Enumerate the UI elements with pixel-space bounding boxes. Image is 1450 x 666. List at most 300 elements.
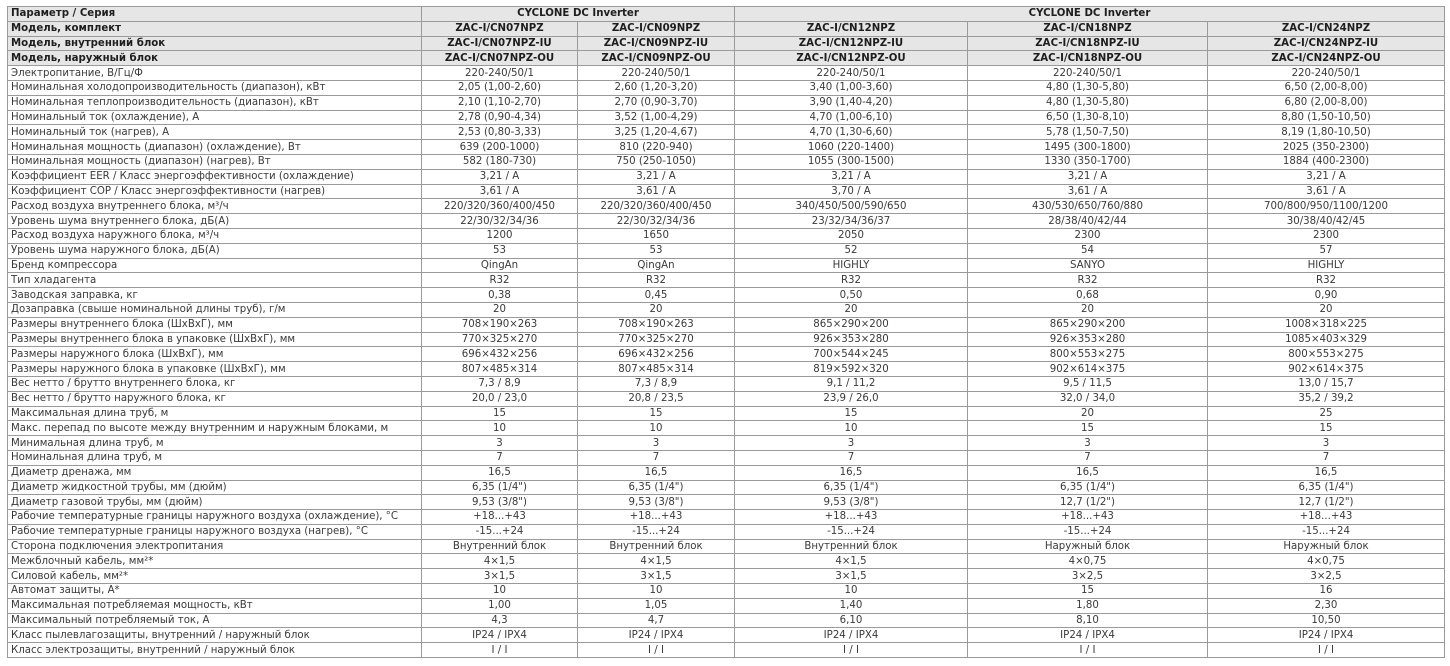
table-row (8, 302, 1445, 317)
param-value: 700×544×245 (735, 347, 968, 362)
param-value: I / I (968, 643, 1208, 658)
param-value: -15...+24 (422, 524, 578, 539)
param-value: 3×2,5 (1208, 569, 1445, 584)
param-value: 22/30/32/34/36 (578, 214, 735, 229)
table-row (8, 66, 1445, 81)
param-value: 3,61 / A (1208, 184, 1445, 199)
param-value: 0,38 (422, 288, 578, 303)
param-name: Диаметр жидкостной трубы, мм (дюйм) (8, 480, 422, 495)
param-value: 52 (735, 243, 968, 258)
param-value: 15 (578, 406, 735, 421)
param-value: Наружный блок (1208, 539, 1445, 554)
param-value: 1884 (400-2300) (1208, 154, 1445, 169)
param-value: 16,5 (1208, 465, 1445, 480)
param-value: 220-240/50/1 (578, 66, 735, 81)
param-value: 2025 (350-2300) (1208, 140, 1445, 155)
kit-model: ZAC-I/CN24NPZ (1208, 21, 1445, 36)
param-value: 12,7 (1/2") (1208, 495, 1445, 510)
param-value: 20 (735, 302, 968, 317)
param-value: 9,5 / 11,5 (968, 376, 1208, 391)
table-row (8, 569, 1445, 584)
param-value: 4,70 (1,30-6,60) (735, 125, 968, 140)
param-value: -15...+24 (735, 524, 968, 539)
table-row (8, 258, 1445, 273)
param-value: 20 (578, 302, 735, 317)
param-value: 2,53 (0,80-3,33) (422, 125, 578, 140)
param-value: 3,61 / A (422, 184, 578, 199)
param-value: 1,80 (968, 598, 1208, 613)
param-value: I / I (1208, 643, 1445, 658)
param-value: Внутренний блок (735, 539, 968, 554)
param-value: 220/320/360/400/450 (422, 199, 578, 214)
param-value: 3 (578, 436, 735, 451)
param-value: 7 (1208, 450, 1445, 465)
outdoor-model: ZAC-I/CN12NPZ-OU (735, 51, 968, 66)
param-value: 3,21 / A (578, 169, 735, 184)
table-row (8, 480, 1445, 495)
param-name: Расход воздуха наружного блока, м³/ч (8, 228, 422, 243)
param-value: -15...+24 (968, 524, 1208, 539)
param-name: Класс пылевлагозащиты, внутренний / наружный блок (8, 628, 422, 643)
param-value: 15 (968, 584, 1208, 599)
outdoor-label: Модель, наружный блок (8, 51, 422, 66)
param-value: 23/32/34/36/37 (735, 214, 968, 229)
series-label-1: CYCLONE DC Inverter (422, 7, 735, 22)
param-value: 807×485×314 (578, 362, 735, 377)
param-value: 926×353×280 (968, 332, 1208, 347)
param-value: 20 (1208, 302, 1445, 317)
param-value: -15...+24 (578, 524, 735, 539)
param-value: 639 (200-1000) (422, 140, 578, 155)
param-name: Межблочный кабель, мм²* (8, 554, 422, 569)
table-row (8, 613, 1445, 628)
table-row (8, 228, 1445, 243)
param-value: 54 (968, 243, 1208, 258)
param-value: 2,10 (1,10-2,70) (422, 95, 578, 110)
indoor-model: ZAC-I/CN18NPZ-IU (968, 36, 1208, 51)
param-value: 1060 (220-1400) (735, 140, 968, 155)
param-value: 696×432×256 (422, 347, 578, 362)
param-value: R32 (422, 273, 578, 288)
param-value: +18...+43 (968, 510, 1208, 525)
param-value: 25 (1208, 406, 1445, 421)
param-value: 7 (735, 450, 968, 465)
param-value: 1,40 (735, 598, 968, 613)
param-value: 1085×403×329 (1208, 332, 1445, 347)
param-value: 708×190×263 (422, 317, 578, 332)
table-row (8, 214, 1445, 229)
outdoor-model: ZAC-I/CN07NPZ-OU (422, 51, 578, 66)
param-value: Наружный блок (968, 539, 1208, 554)
param-value: 3×1,5 (422, 569, 578, 584)
param-value: 220/320/360/400/450 (578, 199, 735, 214)
table-row (8, 554, 1445, 569)
param-value: 35,2 / 39,2 (1208, 391, 1445, 406)
param-value: 16 (1208, 584, 1445, 599)
param-name: Макс. перепад по высоте между внутренним и наружным блоками, м (8, 421, 422, 436)
table-row (8, 598, 1445, 613)
table-row (8, 140, 1445, 155)
param-value: 4,7 (578, 613, 735, 628)
outdoor-model: ZAC-I/CN18NPZ-OU (968, 51, 1208, 66)
param-value: 20 (968, 302, 1208, 317)
param-value: 4,80 (1,30-5,80) (968, 95, 1208, 110)
param-name: Номинальная холодопроизводительность (диапазон), кВт (8, 80, 422, 95)
param-value: 15 (1208, 421, 1445, 436)
param-value: +18...+43 (735, 510, 968, 525)
param-name: Электропитание, В/Гц/Ф (8, 66, 422, 81)
param-name: Номинальная теплопроизводительность (диапазон), кВт (8, 95, 422, 110)
param-name: Рабочие температурные границы наружного воздуха (охлаждение), °С (8, 510, 422, 525)
param-series-label: Параметр / Серия (8, 7, 422, 22)
param-value: 4×1,5 (735, 554, 968, 569)
param-value: QingAn (422, 258, 578, 273)
table-row (8, 243, 1445, 258)
param-name: Вес нетто / брутто внутреннего блока, кг (8, 376, 422, 391)
param-value: I / I (422, 643, 578, 658)
param-value: 2300 (968, 228, 1208, 243)
param-value: 20 (422, 302, 578, 317)
param-value: 8,80 (1,50-10,50) (1208, 110, 1445, 125)
param-name: Максимальная длина труб, м (8, 406, 422, 421)
param-value: 2,60 (1,20-3,20) (578, 80, 735, 95)
param-value: 9,53 (3/8") (422, 495, 578, 510)
param-value: 30/38/40/42/45 (1208, 214, 1445, 229)
param-value: 220-240/50/1 (968, 66, 1208, 81)
kit-model: ZAC-I/CN12NPZ (735, 21, 968, 36)
param-value: 2300 (1208, 228, 1445, 243)
param-value: 696×432×256 (578, 347, 735, 362)
param-name: Максимальная потребляемая мощность, кВт (8, 598, 422, 613)
param-name: Уровень шума наружного блока, дБ(А) (8, 243, 422, 258)
param-name: Номинальная мощность (диапазон) (охлаждение), Вт (8, 140, 422, 155)
param-value: 28/38/40/42/44 (968, 214, 1208, 229)
param-value: 3,21 / A (968, 169, 1208, 184)
param-value: 340/450/500/590/650 (735, 199, 968, 214)
param-value: 3 (968, 436, 1208, 451)
table-row (8, 317, 1445, 332)
header-row-kit (8, 21, 1445, 36)
param-value: 5,78 (1,50-7,50) (968, 125, 1208, 140)
param-name: Уровень шума внутреннего блока, дБ(А) (8, 214, 422, 229)
table-row (8, 169, 1445, 184)
param-name: Максимальный потребляемый ток, А (8, 613, 422, 628)
param-value: 15 (968, 421, 1208, 436)
param-value: 10 (422, 584, 578, 599)
param-value: IP24 / IPX4 (1208, 628, 1445, 643)
indoor-model: ZAC-I/CN07NPZ-IU (422, 36, 578, 51)
param-value: 3,70 / A (735, 184, 968, 199)
table-row (8, 288, 1445, 303)
param-value: 220-240/50/1 (422, 66, 578, 81)
param-value: 7,3 / 8,9 (422, 376, 578, 391)
param-value: 13,0 / 15,7 (1208, 376, 1445, 391)
param-value: 3,21 / A (422, 169, 578, 184)
param-value: R32 (578, 273, 735, 288)
param-value: 0,68 (968, 288, 1208, 303)
param-value: 7,3 / 8,9 (578, 376, 735, 391)
param-value: 2,05 (1,00-2,60) (422, 80, 578, 95)
param-value: 12,7 (1/2") (968, 495, 1208, 510)
param-value: 3×1,5 (578, 569, 735, 584)
param-value: 15 (422, 406, 578, 421)
param-value: I / I (735, 643, 968, 658)
table-row (8, 465, 1445, 480)
param-name: Размеры внутреннего блока (ШхВхГ), мм (8, 317, 422, 332)
param-value: IP24 / IPX4 (578, 628, 735, 643)
table-row (8, 80, 1445, 95)
param-value: 0,90 (1208, 288, 1445, 303)
param-value: 220-240/50/1 (735, 66, 968, 81)
param-value: 902×614×375 (1208, 362, 1445, 377)
param-value: 20,8 / 23,5 (578, 391, 735, 406)
param-value: Внутренний блок (578, 539, 735, 554)
param-value: 4,80 (1,30-5,80) (968, 80, 1208, 95)
param-value: I / I (578, 643, 735, 658)
param-value: 15 (735, 406, 968, 421)
param-value: 7 (578, 450, 735, 465)
param-name: Размеры внутреннего блока в упаковке (ШхВхГ), мм (8, 332, 422, 347)
param-value: 2,70 (0,90-3,70) (578, 95, 735, 110)
param-value: 2050 (735, 228, 968, 243)
param-value: 3,21 / A (735, 169, 968, 184)
table-row (8, 539, 1445, 554)
param-value: 6,35 (1/4") (578, 480, 735, 495)
table-row (8, 362, 1445, 377)
param-value: +18...+43 (422, 510, 578, 525)
param-name: Тип хладагента (8, 273, 422, 288)
param-value: 53 (578, 243, 735, 258)
param-value: 9,53 (3/8") (578, 495, 735, 510)
param-value: 865×290×200 (735, 317, 968, 332)
param-value: IP24 / IPX4 (735, 628, 968, 643)
param-value: 4×1,5 (422, 554, 578, 569)
param-value: 6,50 (1,30-8,10) (968, 110, 1208, 125)
param-value: 4×0,75 (968, 554, 1208, 569)
table-row (8, 110, 1445, 125)
param-name: Номинальная мощность (диапазон) (нагрев), Вт (8, 154, 422, 169)
param-value: 708×190×263 (578, 317, 735, 332)
param-value: 10,50 (1208, 613, 1445, 628)
param-value: 2,30 (1208, 598, 1445, 613)
header-row-series (8, 7, 1445, 22)
table-row (8, 391, 1445, 406)
param-value: 3 (422, 436, 578, 451)
param-value: 16,5 (968, 465, 1208, 480)
table-row (8, 524, 1445, 539)
indoor-model: ZAC-I/CN09NPZ-IU (578, 36, 735, 51)
param-name: Силовой кабель, мм²* (8, 569, 422, 584)
header-row-indoor (8, 36, 1445, 51)
param-value: HIGHLY (1208, 258, 1445, 273)
param-value: 4,3 (422, 613, 578, 628)
param-value: 4×1,5 (578, 554, 735, 569)
param-value: 3,21 / A (1208, 169, 1445, 184)
header-row-outdoor (8, 51, 1445, 66)
param-value: 819×592×320 (735, 362, 968, 377)
param-value: 1,05 (578, 598, 735, 613)
param-value: 926×353×280 (735, 332, 968, 347)
table-row (8, 495, 1445, 510)
param-value: 6,35 (1/4") (422, 480, 578, 495)
param-value: 430/530/650/760/880 (968, 199, 1208, 214)
param-value: 807×485×314 (422, 362, 578, 377)
param-value: 16,5 (422, 465, 578, 480)
param-value: 8,19 (1,80-10,50) (1208, 125, 1445, 140)
table-row (8, 406, 1445, 421)
param-value: 22/30/32/34/36 (422, 214, 578, 229)
param-value: 770×325×270 (422, 332, 578, 347)
param-value: HIGHLY (735, 258, 968, 273)
param-value: R32 (1208, 273, 1445, 288)
param-value: 3,90 (1,40-4,20) (735, 95, 968, 110)
param-name: Диаметр газовой трубы, мм (дюйм) (8, 495, 422, 510)
param-value: 3,61 / A (968, 184, 1208, 199)
param-value: 700/800/950/1100/1200 (1208, 199, 1445, 214)
table-row (8, 95, 1445, 110)
param-name: Минимальная длина труб, м (8, 436, 422, 451)
table-row (8, 376, 1445, 391)
param-value: SANYO (968, 258, 1208, 273)
spec-table (7, 6, 1445, 658)
param-value: 3,25 (1,20-4,67) (578, 125, 735, 140)
param-value: 1650 (578, 228, 735, 243)
param-name: Сторона подключения электропитания (8, 539, 422, 554)
param-value: 8,10 (968, 613, 1208, 628)
param-name: Дозаправка (свыше номинальной длины труб), г/м (8, 302, 422, 317)
param-value: 3×1,5 (735, 569, 968, 584)
param-name: Коэффициент EER / Класс энергоэффективности (охлаждение) (8, 169, 422, 184)
param-value: 4,70 (1,00-6,10) (735, 110, 968, 125)
param-value: QingAn (578, 258, 735, 273)
outdoor-model: ZAC-I/CN09NPZ-OU (578, 51, 735, 66)
param-value: 16,5 (578, 465, 735, 480)
param-value: 3,52 (1,00-4,29) (578, 110, 735, 125)
param-value: 6,80 (2,00-8,00) (1208, 95, 1445, 110)
table-row (8, 125, 1445, 140)
param-name: Расход воздуха внутреннего блока, м³/ч (8, 199, 422, 214)
table-row (8, 184, 1445, 199)
param-value: 6,35 (1/4") (1208, 480, 1445, 495)
param-value: Внутренний блок (422, 539, 578, 554)
table-row (8, 273, 1445, 288)
param-name: Размеры наружного блока в упаковке (ШхВхГ), мм (8, 362, 422, 377)
param-value: 9,1 / 11,2 (735, 376, 968, 391)
param-value: 220-240/50/1 (1208, 66, 1445, 81)
param-value: 7 (422, 450, 578, 465)
param-value: 6,10 (735, 613, 968, 628)
param-name: Класс электрозащиты, внутренний / наружный блок (8, 643, 422, 658)
kit-model: ZAC-I/CN07NPZ (422, 21, 578, 36)
param-value: 10 (578, 421, 735, 436)
table-row (8, 584, 1445, 599)
param-value: 53 (422, 243, 578, 258)
param-value: 1200 (422, 228, 578, 243)
param-value: 1055 (300-1500) (735, 154, 968, 169)
table-row (8, 510, 1445, 525)
param-value: 3,40 (1,00-3,60) (735, 80, 968, 95)
outdoor-model: ZAC-I/CN24NPZ-OU (1208, 51, 1445, 66)
param-value: +18...+43 (1208, 510, 1445, 525)
table-row (8, 332, 1445, 347)
param-value: 20,0 / 23,0 (422, 391, 578, 406)
table-row (8, 421, 1445, 436)
param-value: 4×0,75 (1208, 554, 1445, 569)
param-value: 20 (968, 406, 1208, 421)
param-value: 800×553×275 (968, 347, 1208, 362)
param-name: Номинальный ток (охлаждение), А (8, 110, 422, 125)
param-value: 1,00 (422, 598, 578, 613)
table-row (8, 347, 1445, 362)
table-row (8, 436, 1445, 451)
table-row (8, 199, 1445, 214)
param-value: 800×553×275 (1208, 347, 1445, 362)
param-value: 10 (578, 584, 735, 599)
param-name: Диаметр дренажа, мм (8, 465, 422, 480)
param-value: 0,50 (735, 288, 968, 303)
param-value: 10 (735, 421, 968, 436)
param-value: 3 (735, 436, 968, 451)
indoor-label: Модель, внутренний блок (8, 36, 422, 51)
param-value: R32 (735, 273, 968, 288)
indoor-model: ZAC-I/CN12NPZ-IU (735, 36, 968, 51)
param-value: 3 (1208, 436, 1445, 451)
param-value: -15...+24 (1208, 524, 1445, 539)
param-value: 7 (968, 450, 1208, 465)
param-name: Коэффициент COP / Класс энергоэффективности (нагрев) (8, 184, 422, 199)
param-value: 32,0 / 34,0 (968, 391, 1208, 406)
param-name: Номинальная длина труб, м (8, 450, 422, 465)
table-row (8, 643, 1445, 658)
param-value: R32 (968, 273, 1208, 288)
param-value: 10 (735, 584, 968, 599)
param-value: 902×614×375 (968, 362, 1208, 377)
param-value: 1008×318×225 (1208, 317, 1445, 332)
param-value: 1495 (300-1800) (968, 140, 1208, 155)
param-name: Рабочие температурные границы наружного воздуха (нагрев), °С (8, 524, 422, 539)
param-value: 3,61 / A (578, 184, 735, 199)
param-name: Вес нетто / брутто наружного блока, кг (8, 391, 422, 406)
param-value: 0,45 (578, 288, 735, 303)
param-name: Размеры наружного блока (ШхВхГ), мм (8, 347, 422, 362)
param-value: 6,35 (1/4") (735, 480, 968, 495)
param-name: Автомат защиты, А* (8, 584, 422, 599)
param-value: 10 (422, 421, 578, 436)
param-name: Номинальный ток (нагрев), А (8, 125, 422, 140)
param-value: 750 (250-1050) (578, 154, 735, 169)
param-value: 9,53 (3/8") (735, 495, 968, 510)
param-value: 865×290×200 (968, 317, 1208, 332)
series-label-2: CYCLONE DC Inverter (735, 7, 1445, 22)
kit-model: ZAC-I/CN18NPZ (968, 21, 1208, 36)
param-value: 3×2,5 (968, 569, 1208, 584)
kit-label: Модель, комплект (8, 21, 422, 36)
param-value: 6,35 (1/4") (968, 480, 1208, 495)
param-value: 6,50 (2,00-8,00) (1208, 80, 1445, 95)
param-value: 582 (180-730) (422, 154, 578, 169)
spec-table-wrapper (7, 6, 1445, 658)
table-row (8, 628, 1445, 643)
param-value: IP24 / IPX4 (422, 628, 578, 643)
param-value: 810 (220-940) (578, 140, 735, 155)
param-value: 23,9 / 26,0 (735, 391, 968, 406)
spec-table-body (8, 7, 1445, 658)
indoor-model: ZAC-I/CN24NPZ-IU (1208, 36, 1445, 51)
param-value: 16,5 (735, 465, 968, 480)
kit-model: ZAC-I/CN09NPZ (578, 21, 735, 36)
table-row (8, 450, 1445, 465)
param-value: 57 (1208, 243, 1445, 258)
